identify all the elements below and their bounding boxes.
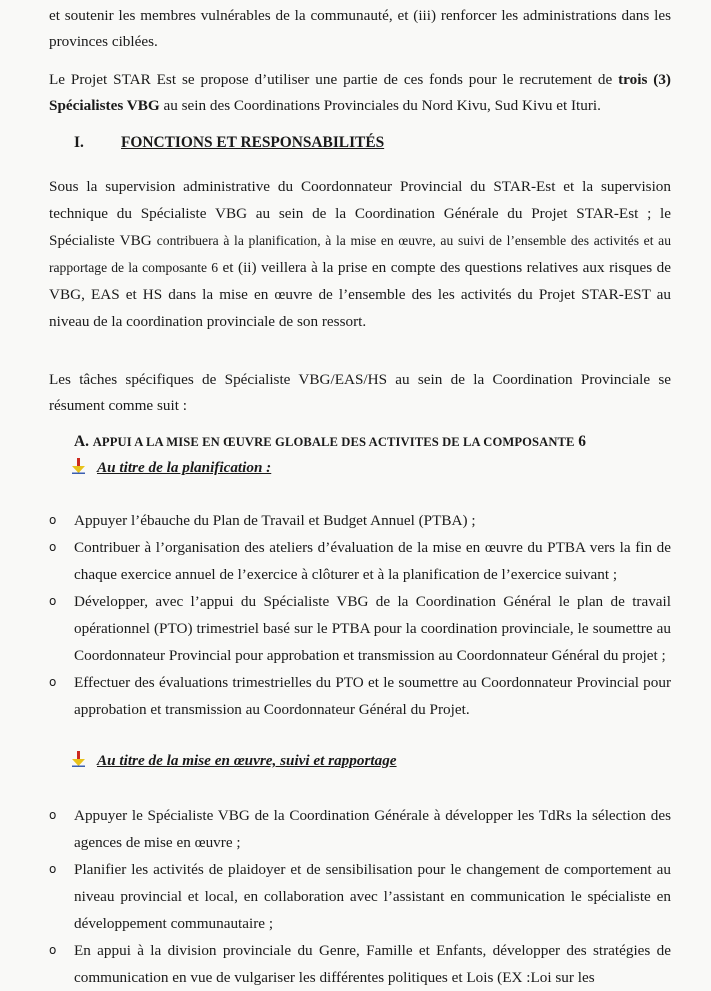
bullet-circle-icon: o bbox=[49, 513, 57, 527]
star-text-part2: au sein des Coordinations Provinciales du Nord Kivu, Sud Kivu et Ituri. bbox=[159, 97, 601, 114]
subsection-a-caps: APPUI A LA MISE EN ŒUVRE GLOBALE DES ACTIVITES DE LA COMPOSANTE bbox=[92, 435, 575, 449]
list-item: o Planifier les activités de plaidoyer et de sensibilisation pour le changement de comportement au niveau provincial et local, en collaboration avec l’assistant en communication le spécialiste en développement communautaire ; bbox=[49, 856, 671, 937]
bullet-circle-icon: o bbox=[49, 675, 57, 689]
list-item: o Appuyer le Spécialiste VBG de la Coordination Générale à développer les TdRs la sélection des agences de mise en œuvre ; bbox=[49, 802, 671, 856]
star-text-bold: trois (3) Spécialistes VBG bbox=[49, 71, 671, 114]
list-item: o Contribuer à l’organisation des ateliers d’évaluation de la mise en œuvre du PTBA vers la fin de chaque exercice annuel de l’exercice à clôturer et à la planification de l’exercice suivant ; bbox=[49, 534, 671, 588]
taches-paragraph: Les tâches spécifiques de Spécialiste VBG/EAS/HS au sein de la Coordination Provinciale se résument comme suit : bbox=[49, 371, 671, 414]
list-item: o Effectuer des évaluations trimestrielles du PTO et le soumettre au Coordonnateur Provincial pour approbation et transmission au Coordonnateur Général du Projet. bbox=[49, 669, 671, 723]
intro-continuation-paragraph: et soutenir les membres vulnérables de la communauté, et (iii) renforcer les administrations dans les provinces ciblées. bbox=[49, 7, 671, 50]
list-item: o En appui à la division provinciale du Genre, Famille et Enfants, développer des stratégies de communication en vue de vulgariser les différentes politiques et Lois (EX :Loi sur les bbox=[49, 937, 671, 991]
mise-en-oeuvre-list bbox=[49, 802, 671, 991]
supervision-small-run: contribuera à la planification, à la mise en œuvre, au suivi de l’ensemble des activités et au rapportage de la composante 6 bbox=[49, 233, 671, 275]
list-item: o Développer, avec l’appui du Spécialiste VBG de la Coordination Général le plan de travail opérationnel (PTO) trimestriel basé sur le PTBA pour la coordination provinciale, le soumettre au Coordonnateur Provincial pour approbation et transmission au Coordonnateur Général du projet ; bbox=[49, 588, 671, 669]
supervision-paragraph bbox=[49, 173, 671, 335]
subsection-a-letter: A. bbox=[74, 433, 89, 450]
planification-heading-text: Au titre de la planification : bbox=[97, 459, 272, 476]
down-arrow-icon bbox=[72, 458, 85, 474]
planification-list bbox=[49, 507, 671, 723]
supervision-part2: et (ii) veillera à la prise en compte des questions relatives aux risques de VBG, EAS et HS dans la mise en œuvre de l’ensemble des les activités du Projet STAR-EST au niveau de la coordination provinciale de son ressort. bbox=[49, 259, 671, 330]
star-recruitment-paragraph bbox=[49, 67, 671, 119]
bullet-circle-icon: o bbox=[49, 808, 57, 822]
section-number: I. bbox=[74, 134, 84, 151]
section-title-text: FONCTIONS ET RESPONSABILITÉS bbox=[121, 134, 385, 151]
star-text-part1: Le Projet STAR Est se propose d’utiliser une partie de ces fonds pour le recrutement de bbox=[49, 71, 619, 88]
subsection-a-heading bbox=[74, 430, 671, 454]
down-arrow-icon bbox=[72, 751, 85, 767]
bullet-circle-icon: o bbox=[49, 594, 57, 608]
list-item: o Appuyer l’ébauche du Plan de Travail et Budget Annuel (PTBA) ; bbox=[49, 507, 671, 534]
bullet-circle-icon: o bbox=[49, 540, 57, 554]
mise-en-oeuvre-heading-text: Au titre de la mise en œuvre, suivi et rapportage bbox=[97, 752, 397, 769]
subsection-a-number: 6 bbox=[578, 433, 586, 450]
planification-heading bbox=[72, 456, 671, 480]
bullet-circle-icon: o bbox=[49, 862, 57, 876]
mise-en-oeuvre-heading bbox=[72, 749, 671, 773]
section-title-fonctions bbox=[74, 131, 671, 155]
supervision-part1: Sous la supervision administrative du Coordonnateur Provincial du STAR-Est et la supervision technique du Spécialiste VBG au sein de la Coordination Générale du Projet STAR-Est ; le Spécialiste VBG bbox=[49, 178, 671, 249]
bullet-circle-icon: o bbox=[49, 943, 57, 957]
